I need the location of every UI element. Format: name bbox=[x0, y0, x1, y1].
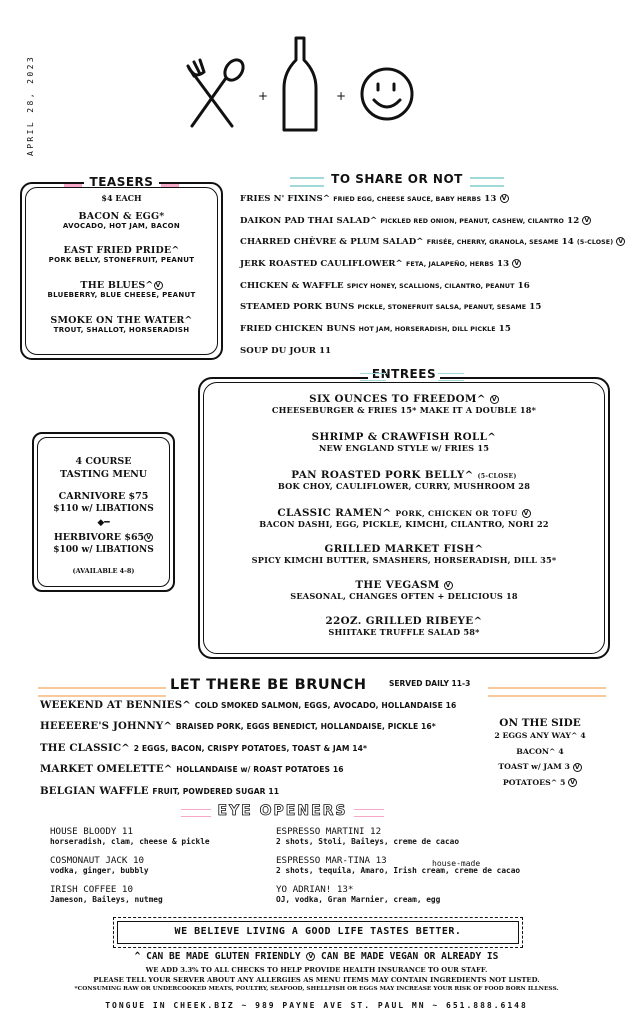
herbivore-price: HERBIVORE $65 V bbox=[34, 532, 173, 543]
entree-item: PAN ROASTED PORK BELLY^ (5-CLOSE) BOK CHOY, CAULIFLOWER, CURRY, MUSHROOM 28 bbox=[277, 469, 531, 491]
share-item: SOUP DU JOUR 11 bbox=[240, 345, 332, 356]
smiley-icon bbox=[362, 69, 412, 119]
svg-text:+: + bbox=[258, 89, 269, 103]
divider-icon: ◆━ bbox=[97, 518, 110, 528]
teaser-item: SMOKE ON THE WATER^ TROUT, SHALLOT, HORSERADISH bbox=[50, 315, 193, 334]
drink-item: IRISH COFFEE 10 Jameson, Baileys, nutmeg bbox=[50, 884, 163, 904]
vegan-icon: V bbox=[445, 581, 451, 589]
vegan-icon: V bbox=[523, 509, 529, 517]
drink-item: ESPRESSO MARTINI 12 2 shots, Stoli, Baileys, creme de cacao bbox=[276, 826, 460, 846]
brunch-item: BELGIAN WAFFLE FRUIT, POWDERED SUGAR 11 bbox=[40, 784, 280, 797]
teasers-title: TEASERS bbox=[22, 175, 221, 189]
vegan-icon: V bbox=[568, 778, 577, 787]
brunch-item: HEEEERE'S JOHNNY^ BRAISED PORK, EGGS BENEDICT, HOLLANDAISE, PICKLE 16* bbox=[40, 720, 436, 733]
share-item: CHARRED CHÈVRE & PLUM SALAD^ FRISÉE, CHERRY, GRANOLA, SESAME 14 (5-CLOSE) V bbox=[240, 237, 625, 259]
address: TONGUE IN CHEEK.BIZ ~ 989 PAYNE AVE ST. PAUL MN ~ 651.888.6148 bbox=[105, 1001, 528, 1010]
side-item: 2 EGGS ANY WAY^ 4 bbox=[494, 731, 586, 740]
dietary-legend: ^ CAN BE MADE GLUTEN FRIENDLY V CAN BE MADE VEGAN OR ALREADY IS bbox=[134, 951, 499, 962]
vegan-icon: V bbox=[573, 763, 582, 772]
share-item: CHICKEN & WAFFLE SPICY HONEY, SCALLIONS, CILANTRO, PEANUT 16 bbox=[240, 280, 530, 291]
eye-openers-title: EYE OPENERS bbox=[185, 803, 380, 819]
side-item: POTATOES^ 5 V bbox=[490, 778, 590, 794]
share-item: DAIKON PAD THAI SALAD^ PICKLED RED ONION, PEANUT, CASHEW, CILANTRO 12 V bbox=[240, 216, 625, 238]
brunch-item: WEEKEND AT BENNIES^ COLD SMOKED SALMON, EGGS, AVOCADO, HOLLANDAISE 16 bbox=[40, 699, 457, 711]
vegan-icon: V bbox=[500, 194, 509, 203]
entrees-title: ENTREES bbox=[200, 367, 608, 381]
tasting-availability: (AVAILABLE 4-8) bbox=[72, 567, 135, 575]
vegan-icon: V bbox=[616, 237, 625, 246]
teaser-item: BACON & EGG* AVOCADO, HOT JAM, BACON bbox=[62, 211, 181, 230]
vegan-icon: V bbox=[154, 281, 163, 290]
share-item: JERK ROASTED CAULIFLOWER^ FETA, JALAPEÑO, HERBS 13 V bbox=[240, 259, 625, 281]
entree-item: 22OZ. GRILLED RIBEYE^ SHIITAKE TRUFFLE SALAD 58* bbox=[325, 615, 483, 637]
drink-item: COSMONAUT JACK 10 vodka, ginger, bubbly bbox=[50, 855, 149, 875]
tasting-subtitle: TASTING MENU bbox=[59, 469, 148, 480]
vegan-icon: V bbox=[306, 952, 315, 961]
brunch-hours: SERVED DAILY 11-3 bbox=[389, 679, 471, 688]
tagline: WE BELIEVE LIVING A GOOD LIFE TASTES BETTER. bbox=[117, 921, 519, 944]
brunch-title: LET THERE BE BRUNCH bbox=[170, 677, 367, 693]
drink-item: ESPRESSO MAR-TINA 13 2 shots, tequila, Amaro, Irish cream, creme de cacao bbox=[276, 855, 521, 875]
share-title: TO SHARE OR NOT bbox=[290, 172, 504, 190]
svg-text:+: + bbox=[336, 89, 347, 103]
entree-item: GRILLED MARKET FISH^ SPICY KIMCHI BUTTER, SMASHERS, HORSERADISH, DILL 35* bbox=[251, 543, 557, 565]
side-item: TOAST w/ JAM 3 V bbox=[490, 762, 590, 778]
logo bbox=[180, 34, 450, 134]
allergy-note: PLEASE TELL YOUR SERVER ABOUT ANY ALLERGIES AS MENU ITEMS MAY CONTAIN INGREDIENTS NOT LISTED. bbox=[93, 976, 540, 984]
entree-item: THE VEGASM V SEASONAL, CHANGES OFTEN + DELICIOUS 18 bbox=[290, 579, 518, 601]
house-made-note: house-made bbox=[432, 859, 481, 868]
entrees-box bbox=[198, 367, 610, 659]
side-title: ON THE SIDE bbox=[499, 717, 581, 729]
herbivore-libations: $100 w/ LIBATIONS bbox=[53, 545, 154, 555]
carnivore-price: CARNIVORE $75 bbox=[58, 491, 149, 502]
share-list bbox=[240, 194, 625, 368]
fork-spoon-icon bbox=[188, 56, 247, 126]
on-the-side bbox=[490, 717, 590, 793]
entree-item: CLASSIC RAMEN^ PORK, CHICKEN OR TOFU V BACON DASHI, EGG, PICKLE, KIMCHI, CILANTRO, NORI 22 bbox=[259, 507, 549, 529]
teasers-box bbox=[20, 175, 223, 360]
menu-date: APRIL 28, 2023 bbox=[26, 54, 35, 156]
brunch-item: MARKET OMELETTE^ HOLLANDAISE w/ ROAST POTATOES 16 bbox=[40, 763, 344, 776]
bottle-icon bbox=[284, 38, 316, 130]
vegan-icon: V bbox=[144, 533, 153, 542]
teaser-item: THE BLUES^ V BLUEBERRY, BLUE CHEESE, PEANUT bbox=[47, 280, 196, 299]
vegan-icon: V bbox=[582, 216, 591, 225]
tasting-title: 4 COURSE bbox=[75, 456, 132, 467]
raw-food-warning: *CONSUMING RAW OR UNDERCOOKED MEATS, POULTRY, SEAFOOD, SHELLFISH OR EGGS MAY INCREASE YOUR RISK OF FOOD BORN ILLNESS. bbox=[74, 986, 559, 992]
tasting-menu-box bbox=[32, 432, 175, 592]
vegan-icon: V bbox=[491, 395, 497, 403]
drink-item: YO ADRIAN! 13* OJ, vodka, Gran Marnier, cream, egg bbox=[276, 884, 441, 904]
share-item: FRIES N' FIXINS^ FRIED EGG, CHEESE SAUCE, BABY HERBS 13 V bbox=[240, 194, 625, 216]
entree-item: SHRIMP & CRAWFISH ROLL^ NEW ENGLAND STYLE w/ FRIES 15 bbox=[311, 431, 497, 453]
share-item: FRIED CHICKEN BUNS HOT JAM, HORSERADISH, DILL PICKLE 15 bbox=[240, 324, 511, 335]
drink-item: HOUSE BLOODY 11 horseradish, clam, cheese & pickle bbox=[50, 826, 210, 846]
side-item: BACON^ 4 bbox=[516, 746, 564, 756]
vegan-icon: V bbox=[512, 259, 521, 268]
health-insurance-note: WE ADD 3.3% TO ALL CHECKS TO HELP PROVIDE HEALTH INSURANCE TO OUR STAFF. bbox=[145, 966, 488, 974]
entree-item: SIX OUNCES TO FREEDOM^ V CHEESEBURGER & FRIES 15* MAKE IT A DOUBLE 18* bbox=[271, 393, 537, 415]
carnivore-libations: $110 w/ LIBATIONS bbox=[53, 504, 154, 514]
brunch-list bbox=[40, 699, 500, 806]
brunch-item: THE CLASSIC^ 2 EGGS, BACON, CRISPY POTATOES, TOAST & JAM 14* bbox=[40, 741, 368, 754]
teaser-item: EAST FRIED PRIDE^ PORK BELLY, STONEFRUIT, PEANUT bbox=[48, 245, 195, 264]
share-item: STEAMED PORK BUNS PICKLE, STONEFRUIT SALSA, PEANUT, SESAME 15 bbox=[240, 302, 542, 313]
teasers-price: $4 EACH bbox=[101, 193, 142, 203]
